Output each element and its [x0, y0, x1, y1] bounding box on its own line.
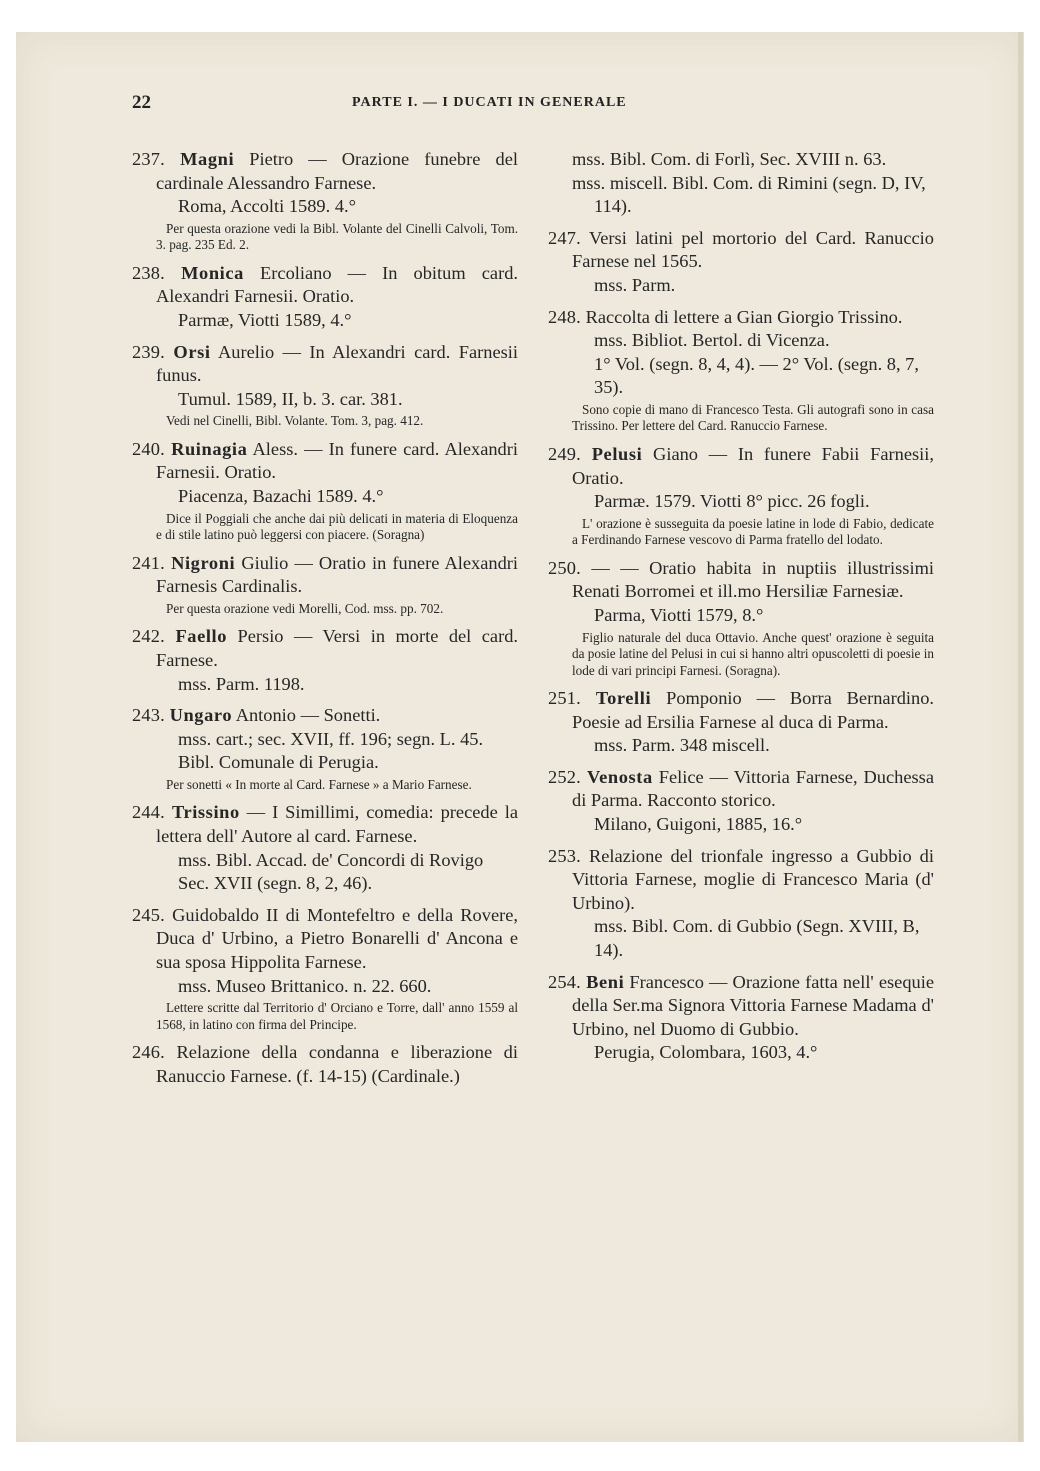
bibliography-entry — [548, 766, 934, 837]
bibliography-entry — [548, 557, 934, 679]
entry-title: Ercoliano — In obitum card. Alexandri Farnesii. Oratio. — [156, 262, 518, 307]
continuation-block — [548, 148, 934, 219]
entry-number: 253. — [548, 845, 581, 866]
author-name: Trissino — [171, 802, 240, 823]
right-column — [548, 148, 934, 1073]
author-name: Venosta — [586, 766, 653, 787]
publication-line: Parmæ, Viotti 1589, 4.° — [178, 309, 352, 330]
entry-number: 243. — [132, 705, 165, 726]
entry-body — [132, 148, 518, 195]
entry-title: Guidobaldo II di Montefeltro e della Rovere, Duca d' Urbino, a Pietro Bonarelli d' Ancona e sua sposa Hippolita Farnese. — [156, 904, 518, 972]
entry-note: Per questa orazione vedi Morelli, Cod. mss. pp. 702. — [166, 600, 444, 616]
bibliography-entry — [548, 227, 934, 298]
entry-title: Relazione della condanna e liberazione di Ranuccio Farnese. (f. 14-15) (Cardinale.) — [156, 1042, 518, 1086]
entry-note: Vedi nel Cinelli, Bibl. Volante. Tom. 3, pag. 412. — [166, 413, 424, 429]
left-column — [132, 148, 518, 1096]
entry-title: — I Simillimi, comedia: precede la lettera dell' Autore al card. Farnese. — [156, 802, 518, 846]
entry-number: 244. — [132, 802, 165, 823]
bibliography-entry — [548, 306, 934, 435]
entry-body — [132, 801, 518, 848]
continuation-line: mss. miscell. Bibl. Com. di Rimini (segn. D, IV, 114). — [572, 172, 926, 217]
author-name: Faello — [175, 626, 228, 647]
publication-line: Perugia, Colombara, 1603, 4.° — [594, 1042, 818, 1063]
author-name: Beni — [586, 971, 625, 992]
entry-body — [548, 766, 934, 813]
entry-title: Relazione del trionfale ingresso a Gubbio di Vittoria Farnese, moglie di Francesco Maria (d' Urbino). — [572, 845, 934, 913]
entry-title: Persio — Versi in morte del card. Farnese. — [156, 626, 518, 670]
publication-line: Tumul. 1589, II, b. 3. car. 381. — [178, 388, 403, 409]
entry-body — [132, 625, 518, 672]
entry-number: 237. — [132, 149, 165, 169]
bibliography-entry — [548, 845, 934, 963]
publication-line: Bibl. Comunale di Perugia. — [178, 752, 379, 773]
publication-line: Milano, Guigoni, 1885, 16.° — [594, 813, 803, 834]
entry-title: Giano — In funere Fabii Farnesii, Oratio. — [572, 443, 934, 488]
entry-number: 246. — [132, 1042, 165, 1063]
entry-title: Aless. — In funere card. Alexandri Farnesii. Oratio. — [156, 438, 518, 483]
entry-number: 250. — [548, 557, 581, 578]
entry-title: Francesco — Orazione fatta nell' esequie della Ser.ma Signora Vittoria Farnese Madama d' Urbino, nel Duomo di Gubbio. — [572, 971, 934, 1039]
entry-number: 248. — [548, 306, 581, 327]
page-edge — [1018, 32, 1023, 1442]
publication-line: mss. Bibliot. Bertol. di Vicenza. — [594, 330, 830, 351]
entry-body — [548, 971, 934, 1042]
page-number: 22 — [132, 92, 151, 113]
running-title: PARTE I. — I DUCATI IN GENERALE — [352, 95, 627, 110]
entry-number: 240. — [132, 438, 165, 459]
entry-title: Raccolta di lettere a Gian Giorgio Trissino. — [585, 306, 903, 327]
entry-body — [132, 552, 518, 599]
bibliography-entry — [132, 262, 518, 333]
publication-line: Piacenza, Bazachi 1589. 4.° — [178, 486, 384, 507]
entry-title: — — Oratio habita in nuptiis illustrissimi Renati Borromei et ill.mo Hersiliæ Farnesiæ. — [572, 557, 934, 602]
entry-note: Per questa orazione vedi la Bibl. Volante del Cinelli Calvoli, Tom. 3. pag. 235 Ed. 2. — [156, 220, 518, 253]
entry-note: Dice il Poggiali che anche dai più delicati in materia di Eloquenza e di stile latino può leggersi con piacere. (Soragna) — [156, 510, 518, 543]
entry-note: Lettere scritte dal Territorio d' Orciano e Torre, dall' anno 1559 al 1568, in latino con firma del Principe. — [156, 1000, 518, 1032]
entry-body — [132, 262, 518, 309]
publication-line: mss. Parm. 1198. — [178, 673, 305, 694]
publication-line: mss. Bibl. Com. di Gubbio (Segn. XVIII, B, 14). — [594, 916, 920, 960]
bibliography-entry — [132, 704, 518, 793]
entry-number: 252. — [548, 766, 581, 787]
bibliography-entry — [132, 625, 518, 696]
bibliography-entry — [132, 148, 518, 254]
publication-line: mss. Parm. — [594, 274, 676, 295]
entry-body — [132, 438, 518, 485]
publication-line: Parma, Viotti 1579, 8.° — [594, 604, 764, 625]
entry-number: 245. — [132, 904, 165, 925]
entry-note: Per sonetti « In morte al Card. Farnese » a Mario Farnese. — [166, 776, 472, 792]
entry-body — [548, 227, 934, 274]
publication-line: mss. Museo Brittanico. n. 22. 660. — [178, 975, 432, 996]
entry-title: Aurelio — In Alexandri card. Farnesii funus. — [156, 341, 518, 386]
entry-body — [548, 443, 934, 490]
entry-title: Versi latini pel mortorio del Card. Ranuccio Farnese nel 1565. — [572, 227, 934, 272]
entry-body — [132, 704, 518, 728]
entry-body — [548, 845, 934, 916]
entry-title: Giulio — Oratio in funere Alexandri Farnesis Cardinalis. — [156, 552, 518, 597]
entry-number: 249. — [548, 443, 581, 464]
bibliography-entry — [132, 1041, 518, 1088]
publication-line: mss. Bibl. Accad. de' Concordi di Rovigo Sec. XVII (segn. 8, 2, 46). — [178, 849, 484, 894]
entry-body — [548, 687, 934, 734]
entry-body — [132, 1041, 518, 1088]
entry-body — [132, 904, 518, 975]
publication-line: Roma, Accolti 1589. 4.° — [178, 196, 356, 217]
entry-number: 239. — [132, 341, 165, 362]
entry-number: 254. — [548, 971, 581, 992]
author-name: Nigroni — [171, 552, 236, 573]
entry-body — [132, 341, 518, 388]
author-name: Magni — [180, 149, 235, 169]
bibliography-entry — [548, 687, 934, 758]
bibliography-entry — [132, 904, 518, 1033]
author-name: Ruinagia — [171, 438, 248, 459]
publication-line: mss. cart.; sec. XVII, ff. 196; segn. L. 45. — [178, 728, 484, 749]
author-name: Monica — [181, 262, 244, 283]
entry-title: Pietro — Orazione funebre del cardinale Alessandro Farnese. — [156, 149, 518, 193]
entry-note: L' orazione è susseguita da poesie latine in lode di Fabio, dedicate a Ferdinando Farnese vescovo di Parma fratello del lodato. — [572, 515, 934, 548]
entry-number: 251. — [548, 688, 581, 708]
entry-number: 238. — [132, 262, 165, 283]
author-name: Torelli — [595, 688, 652, 708]
entry-title: Pomponio — Borra Bernardino. Poesie ad Ersilia Farnese al duca di Parma. — [572, 688, 934, 732]
bibliography-entry — [548, 443, 934, 549]
entry-number: 241. — [132, 552, 165, 573]
publication-line: mss. Parm. 348 miscell. — [594, 735, 770, 756]
page-header — [132, 92, 918, 118]
entry-body — [548, 557, 934, 604]
bibliography-entry — [132, 801, 518, 895]
entry-note: Figlio naturale del duca Ottavio. Anche quest' orazione è seguita da posie latine del Pelusi in cui si hanno altri opuscoletti di poesie in lode di vari principi Farnesi. (Soragna). — [572, 629, 934, 678]
bibliography-entry — [548, 971, 934, 1065]
bibliography-entry — [132, 552, 518, 618]
publication-line: 1° Vol. (segn. 8, 4, 4). — 2° Vol. (segn. 8, 7, 35). — [594, 353, 919, 398]
author-name: Orsi — [173, 341, 211, 362]
bibliography-entry — [132, 341, 518, 430]
entry-body — [548, 306, 934, 330]
publication-line: Parmæ. 1579. Viotti 8° picc. 26 fogli. — [594, 491, 870, 512]
entry-note: Sono copie di mano di Francesco Testa. Gli autografi sono in casa Trissino. Per lettere del Card. Ranuccio Farnese. — [572, 401, 934, 434]
entry-title: Antonio — Sonetti. — [232, 705, 381, 726]
continuation-line: mss. Bibl. Com. di Forlì, Sec. XVIII n. 63. — [572, 149, 887, 169]
right-entries — [548, 227, 934, 1065]
author-name: Ungaro — [169, 705, 233, 726]
entry-number: 247. — [548, 227, 581, 248]
entry-number: 242. — [132, 626, 165, 647]
author-name: Pelusi — [591, 443, 643, 464]
entry-title: Felice — Vittoria Farnese, Duchessa di Parma. Racconto storico. — [572, 766, 934, 811]
bibliography-entry — [132, 438, 518, 544]
